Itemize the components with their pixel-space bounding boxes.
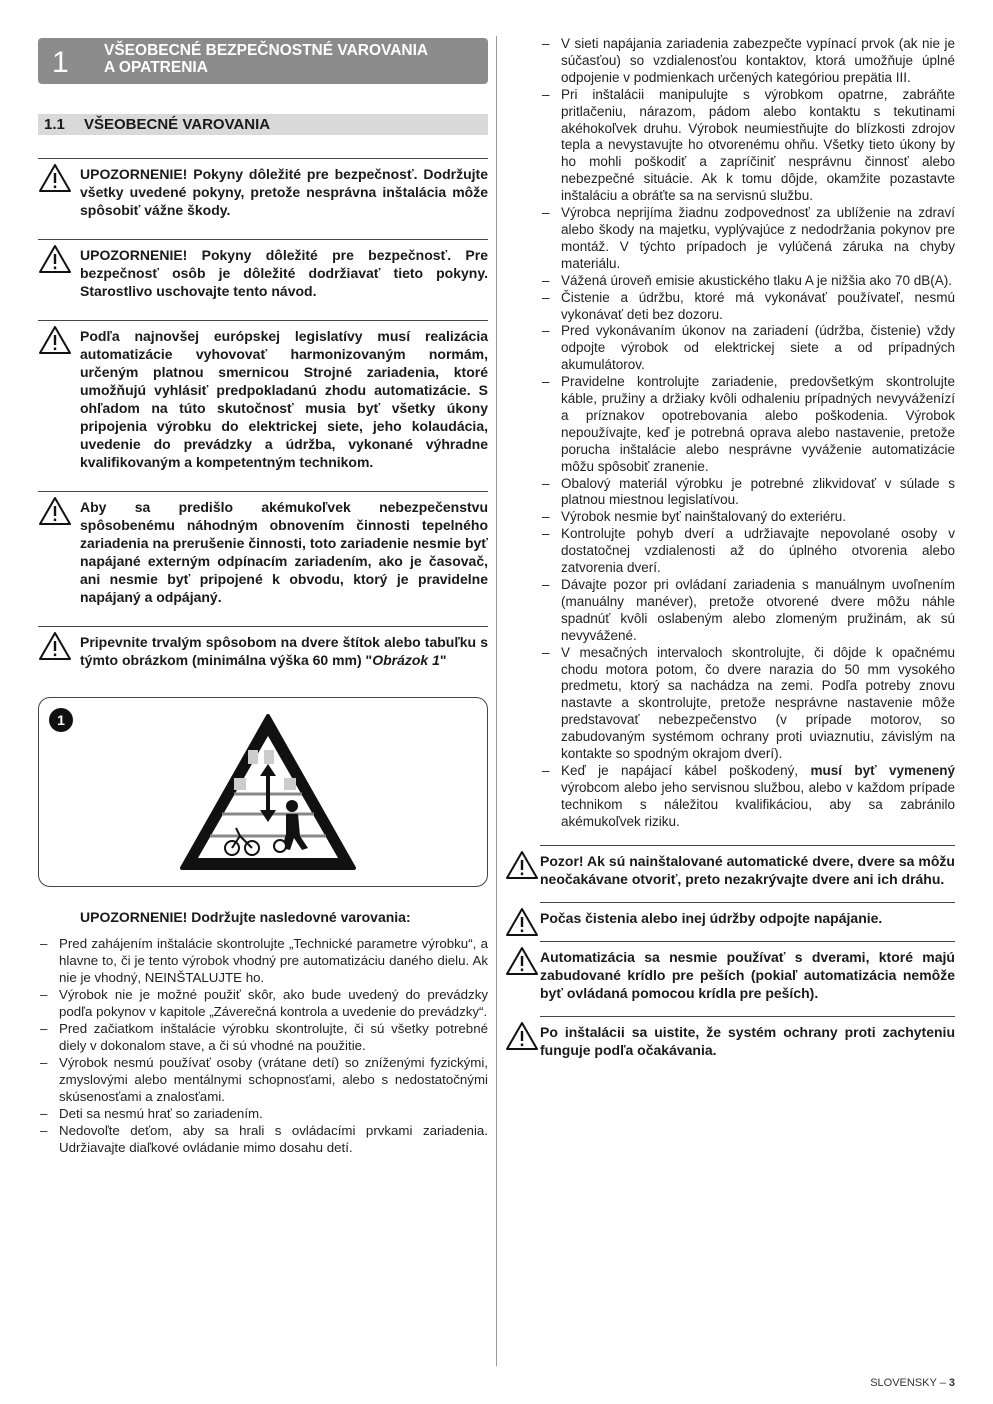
list-item: – Pred vykonávaním úkonov na zariadení (údržba, čistenie) vždy odpojte výrobok od elektrickej siete a od prípadných akumulátorov. [540, 323, 955, 374]
warning-icon [38, 244, 72, 274]
section-number: 1.1 [44, 116, 65, 133]
label-warning-text: Pripevnite trvalým spôsobom na dvere štítok alebo tabuľku s týmto obrázkom (minimálna výška 60 mm) " [80, 634, 488, 668]
list-item: – Obalový materiál výrobku je potrebné zlikvidovať v súlade s platnou miestnou legislatívou. [540, 476, 955, 510]
list-item-emphasis: musí byť vymenený [810, 762, 955, 778]
warning-text: UPOZORNENIE! Pokyny dôležité pre bezpečnosť. Pre bezpečnosť osôb je dôležité dodržiavať tieto pokyny. Starostlivo uschovajte tento návod. [80, 247, 488, 299]
list-item: – Výrobok nesmú používať osoby (vrátane detí) so zníženými fyzickými, zmyslovými alebo mentálnymi schopnosťami, alebo s nedostatočnými skúsenosťami a znalosťami. [38, 1054, 488, 1105]
label-warning-closing: " [439, 652, 447, 668]
warning-icon [505, 1021, 539, 1051]
warning-block [38, 158, 488, 219]
page-number: 3 [948, 1377, 955, 1389]
left-column [38, 38, 488, 1156]
section-header [38, 114, 488, 135]
list-item [540, 763, 955, 831]
list-item: – Čistenie a údržbu, ktoré má vykonávať používateľ, nesmú vykonávať deti bez dozoru. [540, 290, 955, 324]
warning-icon [505, 907, 539, 937]
list-item: – Dávajte pozor pri ovládaní zariadenia s manuálnym uvoľnením (manuálny manéver), pretože otvorené dvere môžu náhle spadnúť kvôli oslabeným alebo zlomeným pružinám, ak sú nevyvážené. [540, 577, 955, 645]
list-item: – Výrobok nie je možné použiť skôr, ako bude uvedený do prevádzky podľa pokynov v kapitole „Záverečná kontrola a uvedenie do prevádzky“. [38, 986, 488, 1020]
section-title: VŠEOBECNÉ VAROVANIA [84, 116, 271, 133]
list-item: – V mesačných intervaloch skontrolujte, či dôjde k opačnému chodu motora potom, čo dvere narazia do 50 mm vysokého predmetu, ktorý sa nachádza na zemi. Podľa potreby znovu nastavte a skontrolujte, pretože nesprávne nastavenie môže predstavovať nebezpečenstvo (v prípade motorov, so zabudovaným systémom ochrany proti uviaznutiu, závislým na kontakte so spodným okrajom dverí). [540, 645, 955, 763]
list-item: – V sieti napájania zariadenia zabezpečte vypínací prvok (ak nie je súčasťou) so vzdialenosťou kontaktov, ktorá umožňuje úplné odpojenie v podmienkach určených kategóriou prepätia III. [540, 36, 955, 87]
list-item: – Výrobok nesmie byť nainštalovaný do exteriéru. [540, 509, 955, 526]
left-warning-list [38, 935, 488, 1156]
chapter-title-line1: VŠEOBECNÉ BEZPEČNOSTNÉ VAROVANIA [104, 42, 429, 59]
warning-icon [505, 946, 539, 976]
warning-block [540, 902, 955, 927]
chapter-header [38, 38, 488, 84]
warning-icon [38, 496, 72, 526]
warning-block-label [38, 626, 488, 669]
list-item: – Deti sa nesmú hrať so zariadením. [38, 1105, 488, 1122]
warning-text: Automatizácia sa nesmie používať s dverami, ktoré majú zabudované krídlo pre peších (pokiaľ automatizácia nemôže byť ovládaná pomocou krídla pre peších). [540, 948, 955, 1001]
warning-text: Podľa najnovšej európskej legislatívy musí realizácia automatizácie vyhovovať harmonizovaným normám, určeným platnou smernicou Strojné zariadenia, ktoré umožňujú vyhlásiť predpokladanú zhodu automatizácie. S ohľadom na túto skutočnosť musia byť všetky úkony pripojenia výrobku do elektrickej siete, jeho kolaudácia, uvedenie do prevádzky a údržba, vykonané výhradne kvalifikovaným a kompetentným technikom. [80, 328, 488, 470]
list-item: – Pravidelne kontrolujte zariadenie, predovšetkým skontrolujte káble, pružiny a držiaky kvôli odhaleniu prípadných nevyváženízí a príznakov opotrebovania alebo poškodenia. Výrobok nepoužívajte, keď je potrebná oprava alebo nastavenie, pretože porucha inštalácie alebo nesprávne vyváženie automatizácie môžu spôsobiť zranenie. [540, 374, 955, 475]
warning-text: UPOZORNENIE! Pokyny dôležité pre bezpečnosť. Dodržujte všetky uvedené pokyny, pretože nesprávna inštalácia môže spôsobiť vážne škody. [80, 166, 488, 218]
warning-block [38, 491, 488, 606]
warnings-heading: UPOZORNENIE! Dodržujte nasledovné varovania: [80, 909, 411, 925]
warning-icon [505, 850, 539, 880]
list-item: – Kontrolujte pohyb dverí a udržiavajte nepovolané osoby v dostatočnej vzdialenosti až do úplného otvorenia alebo zatvorenia dverí. [540, 526, 955, 577]
list-item-text: výrobcom alebo jeho servisnou službou, alebo v každom prípade technikom s náležitou kvalifikáciou, aby sa zabránilo akémukoľvek riziku. [561, 779, 955, 829]
warning-icon [38, 163, 72, 193]
warning-icon [38, 631, 72, 661]
column-divider [496, 36, 497, 1366]
page-footer [870, 1377, 955, 1389]
chapter-title-line2: A OPATRENIA [104, 59, 208, 76]
right-column [540, 36, 955, 1059]
warning-icon [38, 325, 72, 355]
door-hazard-pictogram [174, 708, 362, 876]
warning-block [38, 320, 488, 471]
figure-1 [38, 697, 488, 887]
warning-text [80, 633, 488, 669]
chapter-number: 1 [52, 46, 69, 79]
warning-text: Počas čistenia alebo inej údržby odpojte napájanie. [540, 909, 883, 926]
figure-number: 1 [49, 708, 73, 732]
list-item: – Vážená úroveň emisie akustického tlaku A je nižšia ako 70 dB(A). [540, 273, 955, 290]
warning-block [38, 239, 488, 300]
warning-block [540, 845, 955, 888]
list-item: – Pred zahájením inštalácie skontrolujte „Technické parametre výrobku“, a hlavne to, či je tento výrobok vhodný pre automatizáciu daného dielu. Ak nie je vhodný, NEINŠTALUJTE ho. [38, 935, 488, 986]
list-item: – Výrobca neprijíma žiadnu zodpovednosť za ublíženie na zdraví alebo škody na majetku, vyplývajúce z nedodržania pokynov pre montáž. V týchto prípadoch je vylúčená záruka na chyby materiálu. [540, 205, 955, 273]
list-item: – Nedovoľte deťom, aby sa hrali s ovládacími prvkami zariadenia. Udržiavajte diaľkové ovládanie mimo dosahu detí. [38, 1122, 488, 1156]
footer-language: SLOVENSKY – [870, 1377, 949, 1389]
list-item: – Pri inštalácii manipulujte s výrobkom opatrne, zabráňte pritlačeniu, nárazom, pádom alebo kontaktu s tekutinami akéhokoľvek druhu. Výrobok neumiestňujte do blízkosti zdrojov tepla a nevystavujte ho otvorenému ohňu. Všetky tieto úkony by ho mohli poškodiť a zapríčiniť nesprávnu činnosť alebo nebezpečné situácie. Ak k tomu dôjde, okamžite pozastavte inštaláciu a obráťte sa na servisnú službu. [540, 87, 955, 205]
warning-text: Pozor! Ak sú nainštalované automatické dvere, dvere sa môžu neočakávane otvoriť, preto nezakrývajte dvere ani ich dráhu. [540, 852, 955, 887]
chapter-title [104, 42, 428, 76]
figure-reference: Obrázok 1 [372, 652, 440, 668]
list-item-text: Keď je napájací kábel poškodený, [561, 762, 811, 778]
warning-text: Po inštalácii sa uistite, že systém ochrany proti zachyteniu funguje podľa očakávania. [540, 1023, 955, 1058]
warning-text: Aby sa predišlo akémukoľvek nebezpečenstvu spôsobenému náhodným obnovením činnosti tepelného zariadenia na prerušenie činnosti, toto zariadenie nesmie byť napájané externým odpínacím zariadením, ako je časovač, ani nesmie byť pripojené k obvodu, ktorý je pravidelne napájaný a odpájaný. [80, 499, 488, 605]
right-warning-list [540, 36, 955, 831]
warning-block [540, 941, 955, 1002]
warning-block [540, 1016, 955, 1059]
list-item: – Pred začiatkom inštalácie výrobku skontrolujte, či sú všetky potrebné diely v dokonalom stave, a či sú vhodné na použitie. [38, 1020, 488, 1054]
